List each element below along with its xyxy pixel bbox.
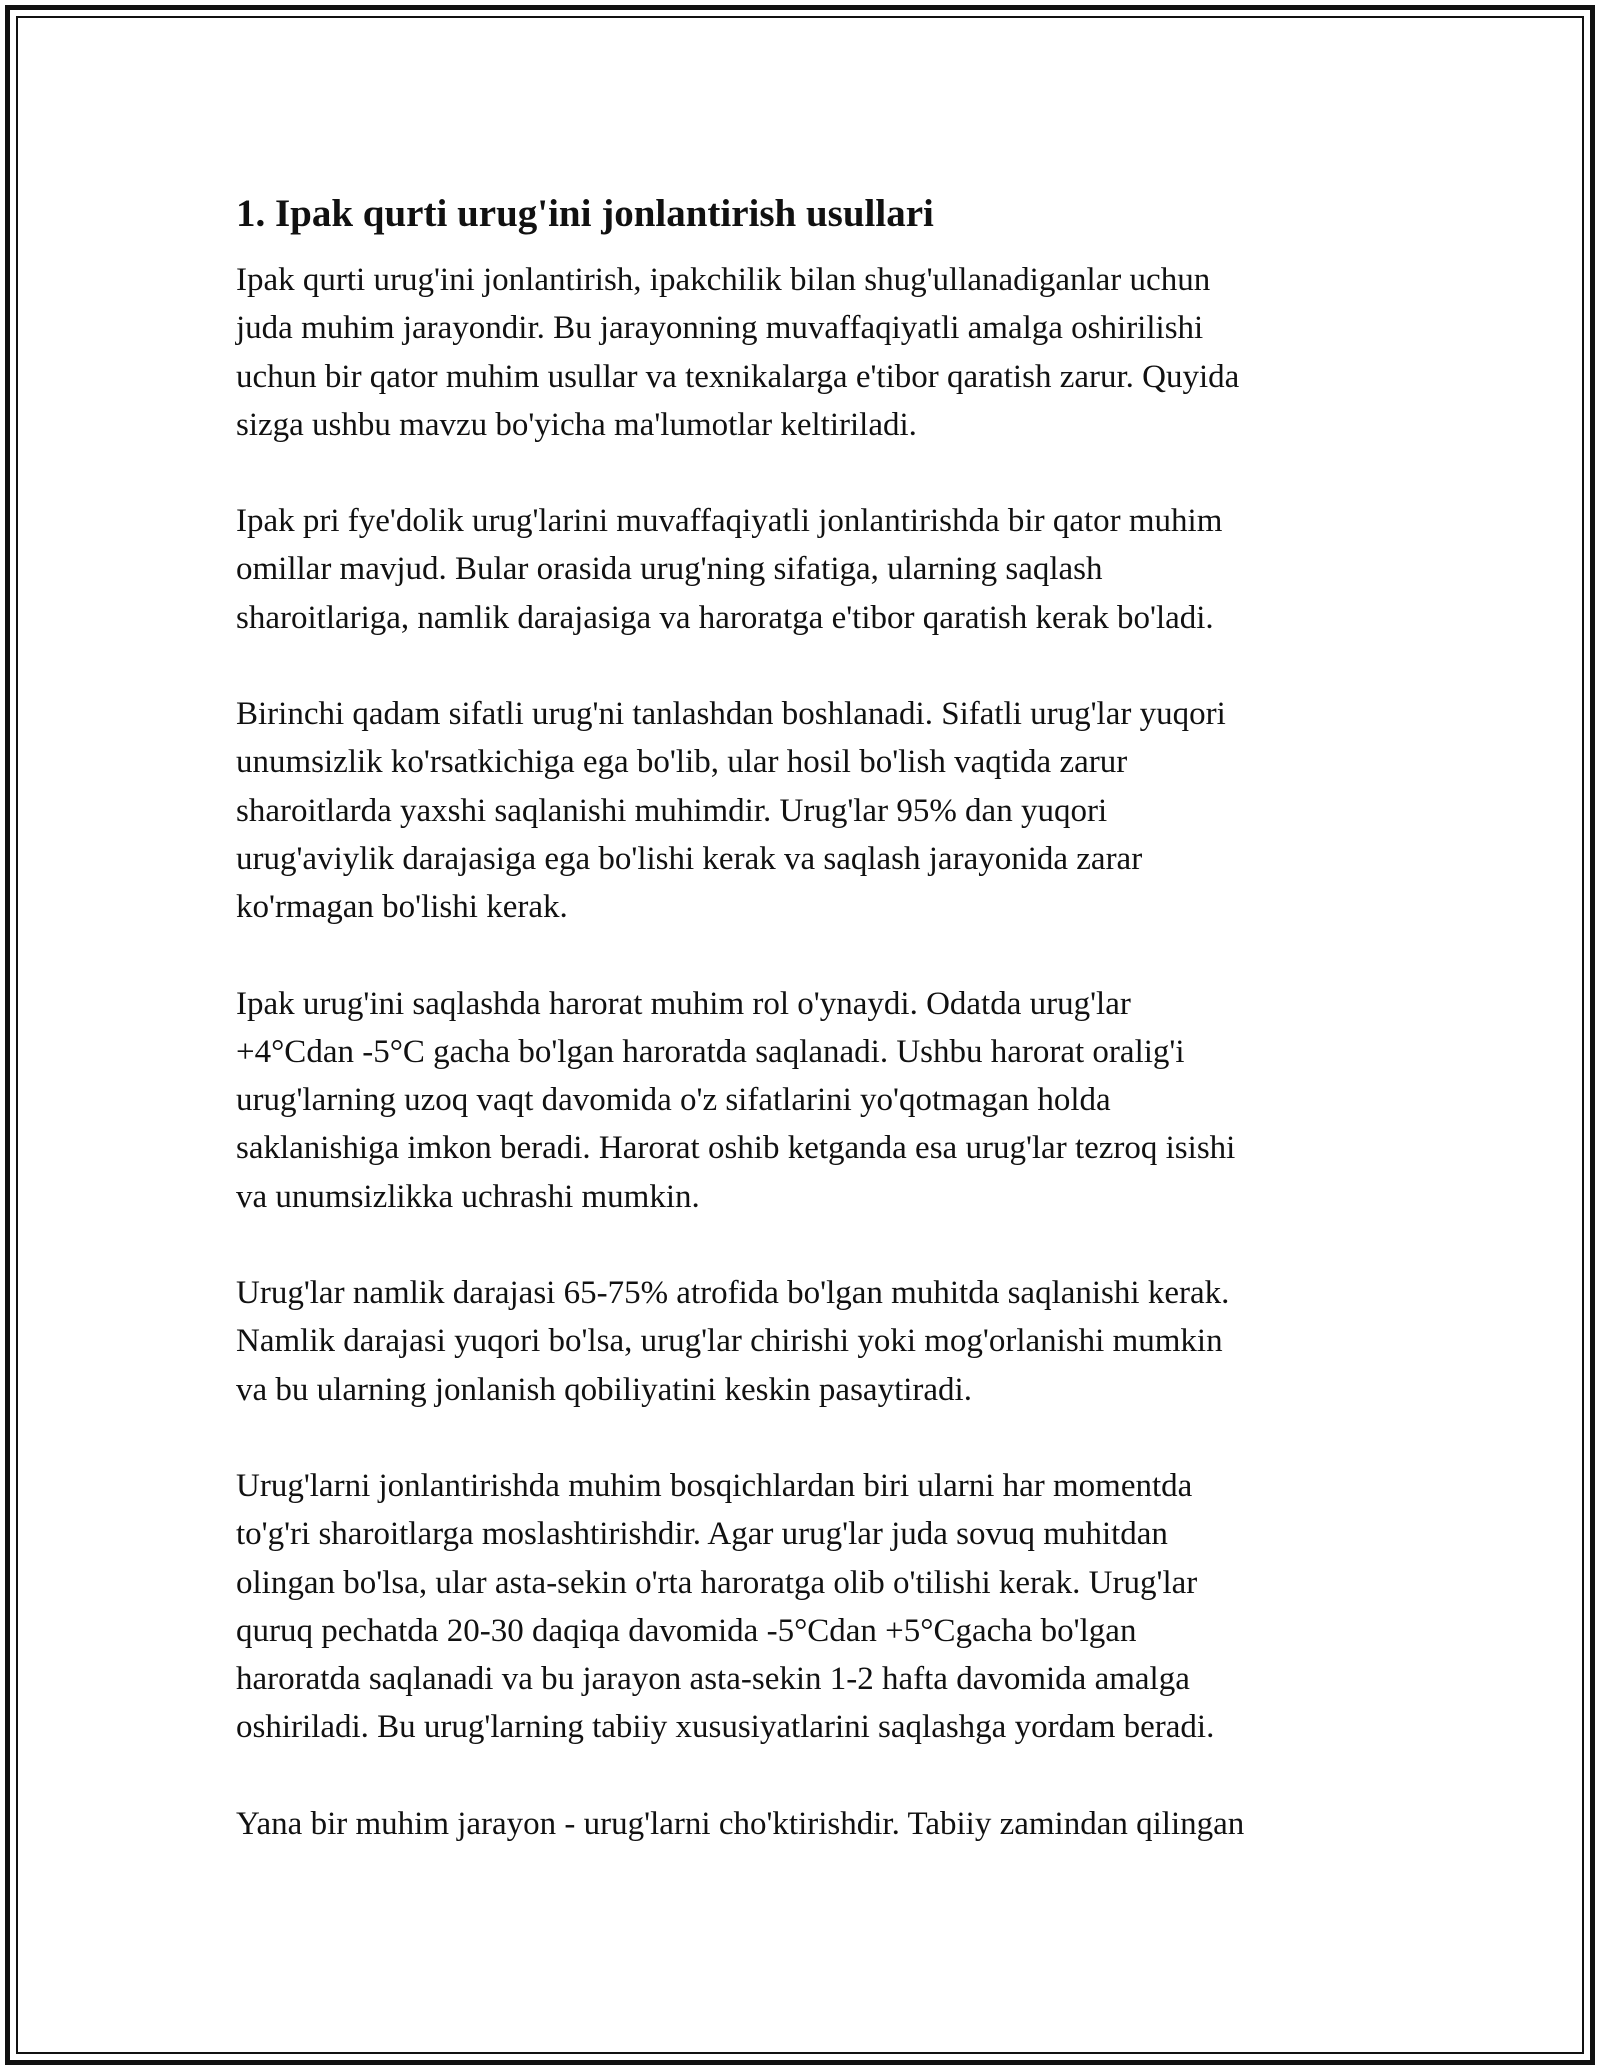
paragraph-line: Namlik darajasi yuqori bo'lsa, urug'lar chirishi yoki mog'orlanishi mumkin bbox=[236, 1323, 1223, 1360]
paragraph-line: uchun bir qator muhim usullar va texnikalarga e'tibor qaratish zarur. Quyida bbox=[236, 358, 1240, 395]
paragraph-line: haroratda saqlanadi va bu jarayon asta-sekin 1-2 hafta davomida amalga bbox=[236, 1661, 1190, 1698]
paragraph-line: Urug'lar namlik darajasi 65-75% atrofida bo'lgan muhitda saqlanishi kerak. bbox=[236, 1275, 1230, 1312]
paragraph-line: juda muhim jarayondir. Bu jarayonning muvaffaqiyatli amalga oshirilishi bbox=[236, 310, 1204, 347]
paragraph-line: sharoitlariga, namlik darajasiga va haroratga e'tibor qaratish kerak bo'ladi. bbox=[236, 599, 1214, 636]
paragraph-line: va unumsizlikka uchrashi mumkin. bbox=[236, 1178, 700, 1215]
paragraph-line: Ipak urug'ini saqlashda harorat muhim rol o'ynaydi. Odatda urug'lar bbox=[236, 985, 1131, 1022]
paragraph bbox=[236, 1462, 1376, 1752]
paragraph-line: Birinchi qadam sifatli urug'ni tanlashdan boshlanadi. Sifatli urug'lar yuqori bbox=[236, 696, 1226, 733]
paragraph-line: urug'aviylik darajasiga ega bo'lishi kerak va saqlash jarayonida zarar bbox=[236, 840, 1143, 877]
paragraph bbox=[236, 690, 1376, 931]
paragraph-line: sharoitlarda yaxshi saqlanishi muhimdir. Urug'lar 95% dan yuqori bbox=[236, 792, 1108, 829]
paragraph-line: omillar mavjud. Bular orasida urug'ning sifatiga, ularning saqlash bbox=[236, 551, 1103, 588]
paragraph-line: olingan bo'lsa, ular asta-sekin o'rta haroratga olib o'tilishi kerak. Urug'lar bbox=[236, 1564, 1198, 1601]
paragraph-line: quruq pechatda 20-30 daqiqa davomida -5°Cdan +5°Cgacha bo'lgan bbox=[236, 1612, 1137, 1649]
section-heading: 1. Ipak qurti urug'ini jonlantirish usullari bbox=[236, 192, 934, 235]
paragraph bbox=[236, 1800, 1376, 1848]
paragraph-line: va bu ularning jonlanish qobiliyatini keskin pasaytiradi. bbox=[236, 1371, 972, 1408]
paragraph-line: oshiriladi. Bu urug'larning tabiiy xususiyatlarini saqlashga yordam beradi. bbox=[236, 1709, 1215, 1746]
paragraph bbox=[236, 1269, 1376, 1414]
paragraph-line: sizga ushbu mavzu bo'yicha ma'lumotlar keltiriladi. bbox=[236, 406, 917, 443]
document-body bbox=[236, 188, 1376, 1896]
paragraph-line: to'g'ri sharoitlarga moslashtirishdir. Agar urug'lar juda sovuq muhitdan bbox=[236, 1516, 1168, 1553]
paragraph bbox=[236, 497, 1376, 642]
paragraph-line: Ipak qurti urug'ini jonlantirish, ipakchilik bilan shug'ullanadiganlar uchun bbox=[236, 262, 1211, 298]
paragraph-line: saklanishiga imkon beradi. Harorat oshib ketganda esa urug'lar tezroq isishi bbox=[236, 1130, 1236, 1167]
paragraph bbox=[236, 980, 1376, 1221]
paragraph-line: ko'rmagan bo'lishi kerak. bbox=[236, 889, 568, 926]
paragraph-line: unumsizlik ko'rsatkichiga ega bo'lib, ular hosil bo'lish vaqtida zarur bbox=[236, 744, 1128, 781]
paragraph-line: +4°Cdan -5°C gacha bo'lgan haroratda saqlanadi. Ushbu harorat oralig'i bbox=[236, 1033, 1185, 1070]
paragraph-line: Yana bir muhim jarayon - urug'larni cho'ktirishdir. Tabiiy zamindan qilingan bbox=[236, 1805, 1245, 1842]
paragraph-line: Urug'larni jonlantirishda muhim bosqichlardan biri ularni har momentda bbox=[236, 1467, 1193, 1504]
paragraph bbox=[236, 256, 1376, 449]
paragraph-list bbox=[236, 256, 1376, 1848]
paragraph-line: urug'larning uzoq vaqt davomida o'z sifatlarini yo'qotmagan holda bbox=[236, 1082, 1111, 1119]
paragraph-line: Ipak pri fye'dolik urug'larini muvaffaqiyatli jonlantirishda bir qator muhim bbox=[236, 503, 1223, 540]
